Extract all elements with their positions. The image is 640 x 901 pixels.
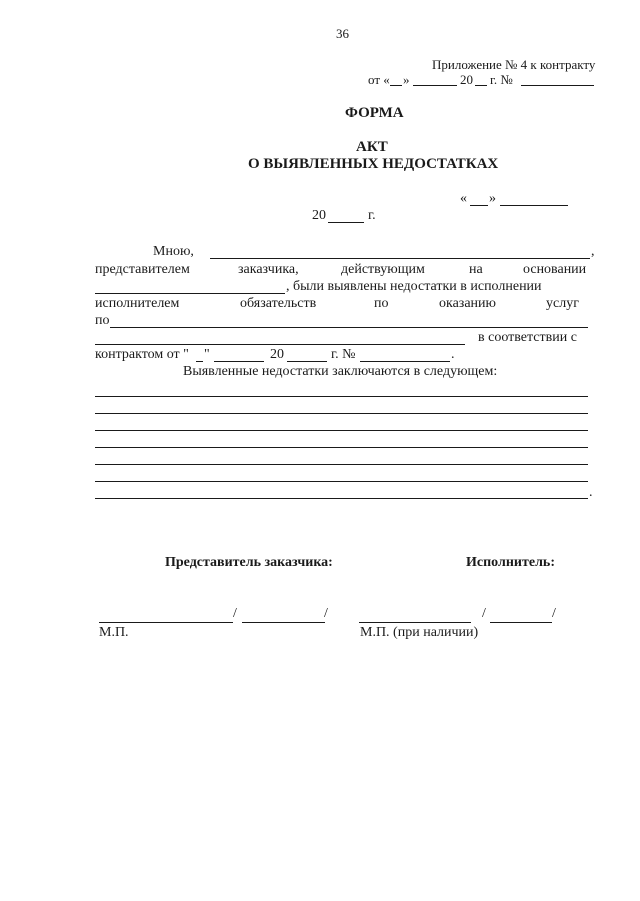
- word-by: по: [374, 296, 389, 311]
- executor-stamp: М.П. (при наличии): [360, 625, 479, 640]
- customer-slash: /: [233, 606, 237, 621]
- header-number-label: г. №: [490, 72, 513, 87]
- contract-month-blank: [214, 361, 264, 362]
- defects-intro: Выявленные недостатки заключаются в следующем:: [183, 364, 498, 379]
- page-number: 36: [336, 26, 349, 41]
- appendix-line: Приложение № 4 к контракту: [432, 57, 596, 72]
- customer-rep-label: Представитель заказчика:: [165, 555, 333, 570]
- date-year-suffix: г.: [368, 208, 376, 223]
- contract-number-blank: [360, 361, 450, 362]
- customer-slash-2: /: [324, 606, 328, 621]
- defects-final-dot: .: [589, 485, 593, 500]
- word-on: на: [469, 262, 483, 277]
- executor-name-blank: [490, 622, 552, 623]
- word-services: услуг: [546, 296, 579, 311]
- contract-year: 20: [270, 347, 284, 362]
- date-month-blank: [500, 205, 568, 206]
- contract-year-blank: [287, 361, 327, 362]
- contract-number-label: г. №: [331, 347, 356, 362]
- by-me-text: Мною,: [153, 244, 194, 259]
- defects-line: [95, 396, 588, 397]
- word-executor: исполнителем: [95, 296, 180, 311]
- header-year-blank: [475, 85, 487, 86]
- defects-line: [95, 464, 588, 465]
- customer-stamp: М.П.: [99, 625, 129, 640]
- contract-dot: .: [451, 347, 455, 362]
- in-accordance-text: в соответствии с: [478, 330, 577, 345]
- header-from: от «: [368, 72, 390, 87]
- executor-slash: /: [482, 606, 486, 621]
- header-month-blank: [413, 85, 457, 86]
- date-quote-close: »: [489, 191, 496, 206]
- word-customer: заказчика,: [238, 262, 299, 277]
- defects-line: [95, 447, 588, 448]
- defects-line: [95, 498, 588, 499]
- title-line2: О ВЫЯВЛЕННЫХ НЕДОСТАТКАХ: [248, 156, 499, 172]
- header-number-blank: [521, 85, 594, 86]
- line1-comma: ,: [591, 244, 595, 259]
- date-year-blank: [328, 222, 364, 223]
- defects-line: [95, 413, 588, 414]
- header-day-blank: [390, 85, 402, 86]
- representative-name-blank: [210, 258, 590, 259]
- word-acting: действующим: [341, 262, 425, 277]
- services-blank: [110, 327, 588, 328]
- defects-found-text: , были выявлены недостатки в исполнении: [286, 279, 542, 294]
- header-year: 20: [460, 72, 473, 87]
- defects-line: [95, 430, 588, 431]
- word-providing: оказанию: [439, 296, 496, 311]
- word-representative: представителем: [95, 262, 190, 277]
- word-obligations: обязательств: [240, 296, 317, 311]
- executor-slash-2: /: [552, 606, 556, 621]
- date-day-blank: [470, 205, 488, 206]
- header-quote-close: »: [403, 72, 410, 87]
- customer-signature-blank: [99, 622, 233, 623]
- form-label: ФОРМА: [345, 105, 404, 121]
- title-line1: АКТ: [356, 139, 388, 155]
- customer-name-blank: [242, 622, 325, 623]
- word-basis: основании: [523, 262, 587, 277]
- line5-prefix: по: [95, 313, 110, 328]
- contract-day-blank: [196, 361, 203, 362]
- date-year: 20: [312, 208, 326, 223]
- executor-signature-blank: [359, 622, 471, 623]
- basis-blank: [95, 293, 285, 294]
- defects-line: [95, 481, 588, 482]
- services-blank-2: [95, 344, 465, 345]
- contract-quote-mid: ": [204, 347, 210, 362]
- executor-label: Исполнитель:: [466, 555, 555, 570]
- contract-prefix: контрактом от ": [95, 347, 189, 362]
- date-quote-open: «: [460, 191, 467, 206]
